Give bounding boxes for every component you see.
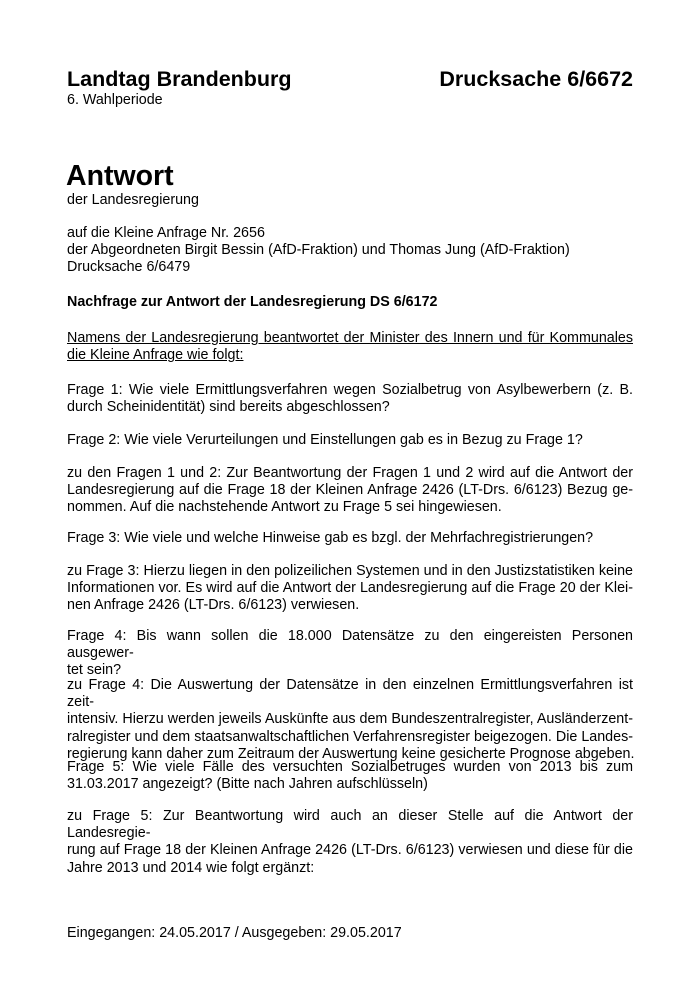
paragraph-line: zu Frage 5: Zur Beantwortung wird auch an dieser Stelle auf die Antwort der Landesregie- <box>67 808 633 842</box>
reference-line: auf die Kleine Anfrage Nr. 2656 <box>67 225 265 241</box>
answer-5 <box>67 808 633 877</box>
document-subtitle: der Landesregierung <box>67 192 199 208</box>
paragraph-line: Frage 4: Bis wann sollen die 18.000 Datensätze zu den eingereisten Personen ausgewer- <box>67 628 633 662</box>
paragraph-line: Jahre 2013 und 2014 wie folgt ergänzt: <box>67 859 315 876</box>
paragraph-line: Frage 2: Wie viele Verurteilungen und Einstellungen gab es in Bezug zu Frage 1? <box>67 432 583 448</box>
intro-line: die Kleine Anfrage wie folgt: <box>67 347 244 364</box>
footer-dates <box>67 925 633 942</box>
paragraph-line: Frage 5: Wie viele Fälle des versuchten Sozialbetruges wurden von 2013 bis zum <box>67 759 633 775</box>
reference-block <box>67 225 633 277</box>
reference-line: der Abgeordneten Birgit Bessin (AfD-Fraktion) und Thomas Jung (AfD-Fraktion) <box>67 242 570 259</box>
question-5 <box>67 759 633 793</box>
question-2 <box>67 432 633 449</box>
intro-statement <box>67 330 633 364</box>
subject-text: Nachfrage zur Antwort der Landesregierung DS 6/6172 <box>67 294 438 310</box>
answer-4 <box>67 677 633 763</box>
intro-line: Namens der Landesregierung beantwortet der Minister des Innern und für Kommunales <box>67 330 633 346</box>
answer-3 <box>67 563 633 615</box>
paragraph-line: nen Anfrage 2426 (LT-Drs. 6/6123) verwiesen. <box>67 597 360 614</box>
print-number: Drucksache 6/6672 <box>439 67 633 91</box>
paragraph-line: Informationen vor. Es wird auf die Antwort der Landesregierung auf die Frage 20 der Klei- <box>67 580 633 597</box>
footer-dates-text: Eingegangen: 24.05.2017 / Ausgegeben: 29.05.2017 <box>67 925 402 941</box>
answer-1-2 <box>67 465 633 517</box>
paragraph-line: rung auf Frage 18 der Kleinen Anfrage 2426 (LT-Drs. 6/6123) verwiesen und diese für die <box>67 842 633 859</box>
paragraph-line: nommen. Auf die nachstehende Antwort zu Frage 5 sei hingewiesen. <box>67 499 502 516</box>
paragraph-line: zu den Fragen 1 und 2: Zur Beantwortung der Fragen 1 und 2 wird auf die Antwort der <box>67 465 633 481</box>
paragraph-line: Frage 3: Wie viele und welche Hinweise gab es bzgl. der Mehrfachregistrierungen? <box>67 530 594 546</box>
paragraph-line: Frage 1: Wie viele Ermittlungsverfahren wegen Sozialbetrug von Asylbewerbern (z. B. <box>67 382 633 398</box>
paragraph-line: zu Frage 3: Hierzu liegen in den polizeilichen Systemen und in den Justizstatistiken keine <box>67 563 633 579</box>
paragraph-line: ralregister und dem staatsanwaltschaftlichen Verfahrensregister beigezogen. Die Landes- <box>67 728 633 745</box>
paragraph-line: intensiv. Hierzu werden jeweils Auskünfte aus dem Bundeszentralregister, Ausländerzent- <box>67 711 633 728</box>
paragraph-line: tet sein? <box>67 662 122 679</box>
paragraph-line: 31.03.2017 angezeigt? (Bitte nach Jahren aufschlüsseln) <box>67 776 428 793</box>
legislative-period: 6. Wahlperiode <box>67 92 163 108</box>
paragraph-line: Landesregierung auf die Frage 18 der Kleinen Anfrage 2426 (LT-Drs. 6/6123) Bezug ge- <box>67 482 633 499</box>
institution-name: Landtag Brandenburg <box>67 67 292 91</box>
paragraph-line: zu Frage 4: Die Auswertung der Datensätze in den einzelnen Ermittlungsverfahren ist zeit- <box>67 677 633 711</box>
subject-heading <box>67 294 633 311</box>
question-3 <box>67 530 633 547</box>
document-title: Antwort <box>66 160 174 192</box>
paragraph-line: regierung kann daher zum Zeitraum der Auswertung keine gesicherte Prognose abgeben. <box>67 745 635 762</box>
paragraph-line: durch Scheinidentität) sind bereits abgeschlossen? <box>67 399 390 416</box>
question-4 <box>67 628 633 680</box>
reference-line: Drucksache 6/6479 <box>67 259 191 276</box>
question-1 <box>67 382 633 416</box>
